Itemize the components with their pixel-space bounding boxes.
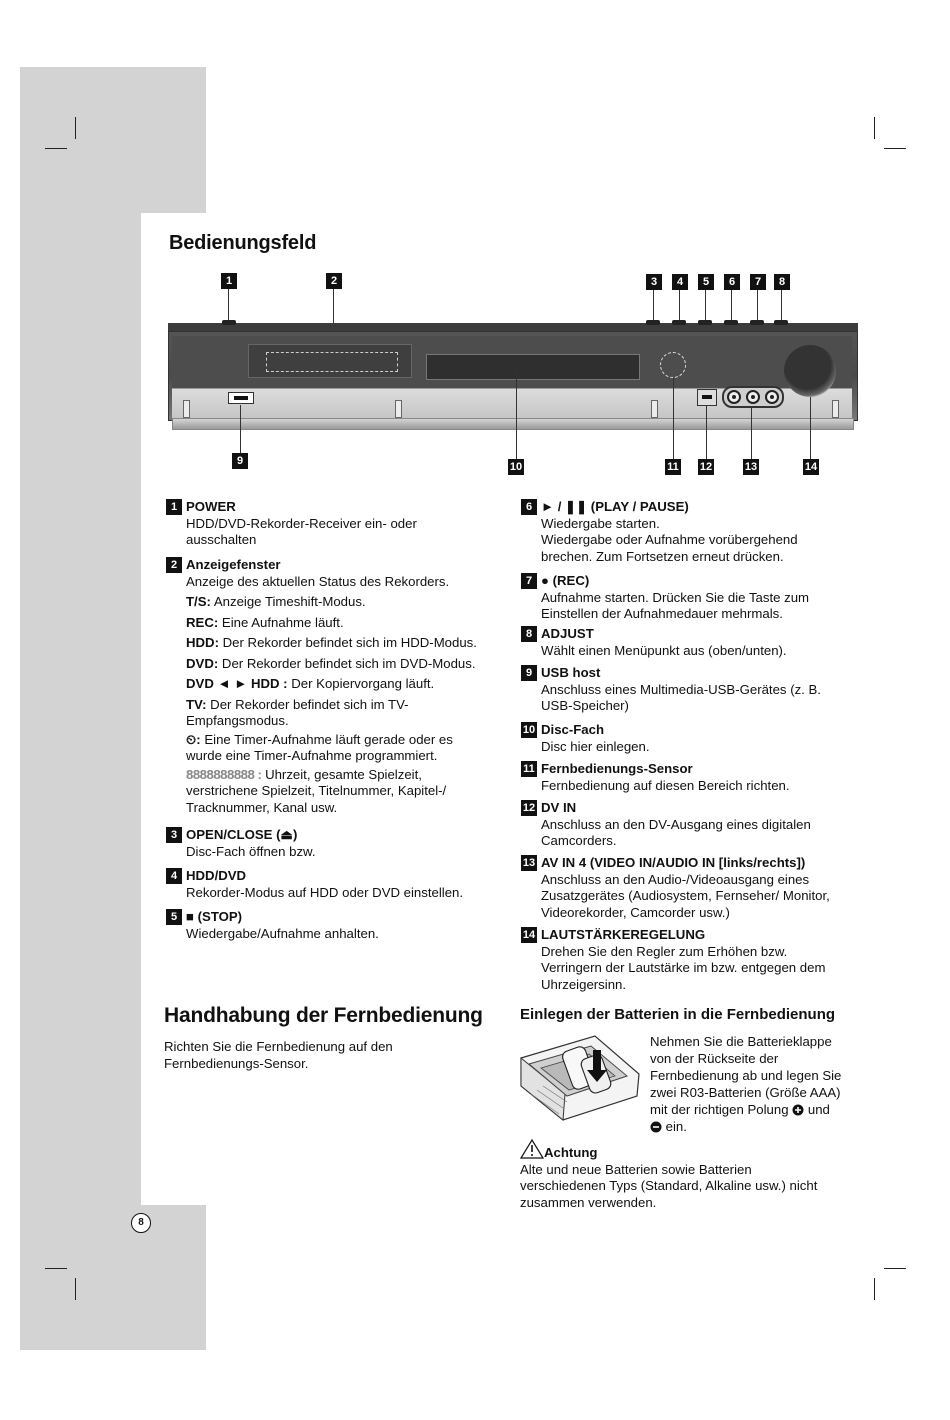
item-text: Verringern der Lautstärke im bzw. entgegen dem [541,960,826,975]
section-title-batteries: Einlegen der Batterien in die Fernbedienung [520,1006,836,1023]
item-text: Anschluss an den DV-Ausgang eines digitalen [541,816,811,832]
play-pause-button-shape [724,320,738,325]
crop-mark [45,148,67,149]
caution-title: Achtung [544,1145,598,1160]
item-text: Disc hier einlegen. [541,738,650,754]
remote-instructions: Richten Sie die Fernbedienung auf den Fernbedienungs-Sensor. [164,1039,393,1071]
warning-icon [520,1139,544,1159]
callout-1: 1 [221,273,237,289]
rec-button-shape [750,320,764,325]
remote-battery-illustration [519,1034,641,1124]
item-heading: ■ (STOP) [186,909,243,924]
leader-line [751,408,752,459]
leader-line [757,290,758,322]
status-copy: DVD ◄ ► HDD : Der Kopiervorgang läuft. [186,676,435,691]
item-text: Rekorder-Modus auf HDD oder DVD einstellen. [186,884,464,900]
item-text: Anschluss eines Multimedia-USB-Gerätes (z. B. [541,681,821,697]
item-number: 12 [522,802,536,814]
power-button-shape [222,320,236,325]
list-item [525,665,871,715]
list-item [523,761,871,794]
list-item [525,573,871,623]
list-item [525,626,871,659]
item-number: 6 [521,499,537,515]
leader-line [673,378,674,459]
plus-pole-icon [792,1104,804,1116]
item-heading: USB host [541,665,601,680]
status-segment-display: 8888888888 : Uhrzeit, gesamte Spielzeit, verstrichene Spielzeit, Titelnummer, Kapitel-/ Tracknummer, Kanal usw. [186,766,447,815]
crop-mark [75,117,76,139]
item-heading: HDD/DVD [186,868,247,883]
stop-button-shape [698,320,712,325]
status-dvd: DVD: Der Rekorder befindet sich im DVD-Modus. [186,655,476,671]
item-text: USB-Speicher) [541,698,629,713]
list-item [170,499,506,549]
item-text: ausschalten [186,532,257,547]
item-text: HDD/DVD-Rekorder-Receiver ein- oder [186,515,417,531]
list-item [170,909,506,942]
item-text: Einstellen der Aufnahmedauer mehrmals. [541,606,783,621]
page-number: 8 [131,1213,151,1233]
remote-sensor [660,352,686,378]
item-text: Wiedergabe/Aufnahme anhalten. [186,925,379,941]
leader-line [706,406,707,459]
item-number: 7 [521,573,537,589]
item-number: 11 [521,761,537,777]
item-text: Videorekorder, Camcorder usw.) [541,904,730,920]
item-text: Disc-Fach öffnen bzw. [186,843,316,859]
crop-mark [874,1278,875,1300]
item-heading: Anzeigefenster [186,557,281,572]
list-item [522,855,871,921]
leader-line [731,290,732,322]
item-text: Zusatzgerätes (Audiosystem, Fernseher/ Monitor, [541,888,830,903]
item-heading: DV IN [541,800,577,815]
status-hdd: HDD: Der Rekorder befindet sich im HDD-Modus. [186,635,477,650]
callout-6: 6 [724,274,740,290]
callout-7: 7 [750,274,766,290]
item-text: Anschluss an den Audio-/Videoausgang eines [541,871,810,887]
item-text: Wiedergabe oder Aufnahme vorübergehend [541,532,798,547]
callout-3: 3 [646,274,662,290]
crop-mark [884,1268,906,1269]
item-text: Aufnahme starten. Drücken Sie die Taste zum [541,589,810,605]
callout-14: 14 [804,461,818,473]
item-heading: POWER [186,499,236,514]
item-number: 3 [166,827,182,843]
crop-mark [75,1278,76,1300]
item-text: Uhrzeigersinn. [541,976,627,992]
list-item [170,868,506,901]
display-area [266,352,398,372]
adjust-button-shape [774,320,788,325]
caution-box: Achtung Alte und neue Batterien sowie Batterien verschiedenen Typs (Standard, Alkaline usw.) nicht zusammen verwenden. [520,1139,860,1211]
item-text: Anzeige des aktuellen Status des Rekorders. [186,573,450,589]
leader-line [653,290,654,322]
disc-tray [426,354,640,380]
item-number: 13 [522,857,536,869]
item-heading: ADJUST [541,626,594,641]
list-item [522,800,871,850]
status-tv: TV: Der Rekorder befindet sich im TV-Empfangsmodus. [186,696,409,728]
item-number: 10 [522,724,536,736]
item-heading: OPEN/CLOSE (⏏) [186,827,298,842]
leader-line [516,372,517,459]
crop-mark [884,148,906,149]
leader-line [781,290,782,322]
item-heading: Fernbedienungs-Sensor [541,761,693,776]
item-heading: Disc-Fach [541,722,605,737]
item-number: 9 [521,665,537,681]
leader-line [705,290,706,322]
item-text: Wählt einen Menüpunkt aus (oben/unten). [541,642,787,658]
battery-instructions: Nehmen Sie die Batterieklappe von der Rückseite der Fernbedienung ab und legen Sie zwei R03-Batterien (Größe AAA) mit der richtigen Polung und ein. [650,1034,842,1134]
volume-knob [784,345,836,397]
leader-line [240,405,241,453]
item-heading: LAUTSTÄRKEREGELUNG [541,927,706,942]
item-text: Drehen Sie den Regler zum Erhöhen bzw. [541,943,788,959]
item-number: 4 [166,868,182,884]
callout-8: 8 [774,274,790,290]
item-number: 1 [166,499,182,515]
audio-left-jack-icon [746,390,760,404]
leader-line [810,397,811,459]
callout-9: 9 [232,453,248,469]
item-number: 14 [522,929,536,941]
item-heading: ► / ❚❚ (PLAY / PAUSE) [541,499,689,514]
callout-11: 11 [665,459,681,475]
open-close-button-shape [646,320,660,325]
list-item [522,927,871,993]
item-heading: AV IN 4 (VIDEO IN/AUDIO IN [links/rechts]) [541,855,806,870]
status-rec: REC: Eine Aufnahme läuft. [186,614,344,630]
foot-tab [395,400,402,418]
foot-tab [651,400,658,418]
dv-port-icon [697,389,717,406]
leader-line [228,289,229,321]
status-ts: T/S: Anzeige Timeshift-Modus. [186,594,366,609]
item-text: Fernbedienung auf diesen Bereich richten. [541,777,790,793]
page-title: Bedienungsfeld [169,232,317,254]
item-text: brechen. Zum Fortsetzen erneut drücken. [541,548,784,564]
minus-pole-icon [650,1121,662,1133]
hdd-dvd-button-shape [672,320,686,325]
callout-10: 10 [509,461,523,473]
audio-right-jack-icon [765,390,779,404]
item-text: Camcorders. [541,833,617,848]
list-item [170,557,506,816]
item-number: 5 [166,909,182,925]
usb-port-icon [228,392,254,404]
foot-tab [183,400,190,418]
crop-mark [45,1268,67,1269]
item-text: Wiedergabe starten. [541,515,660,531]
status-timer: ⏲: Eine Timer-Aufnahme läuft gerade oder es wurde eine Timer-Aufnahme programmiert. [186,731,453,763]
list-item [525,499,871,565]
callout-4: 4 [672,274,688,290]
crop-mark [874,117,875,139]
callout-12: 12 [699,461,713,473]
callout-2: 2 [326,273,342,289]
list-item [170,827,506,860]
video-jack-icon [727,390,741,404]
leader-line [679,290,680,322]
item-number: 2 [166,557,182,573]
list-item [522,722,871,755]
item-heading: ● (REC) [541,573,590,588]
callout-5: 5 [698,274,714,290]
foot-tab [832,400,839,418]
item-number: 8 [521,626,537,642]
callout-13: 13 [744,461,758,473]
section-title-remote: Handhabung der Fernbedienung [164,1004,483,1027]
